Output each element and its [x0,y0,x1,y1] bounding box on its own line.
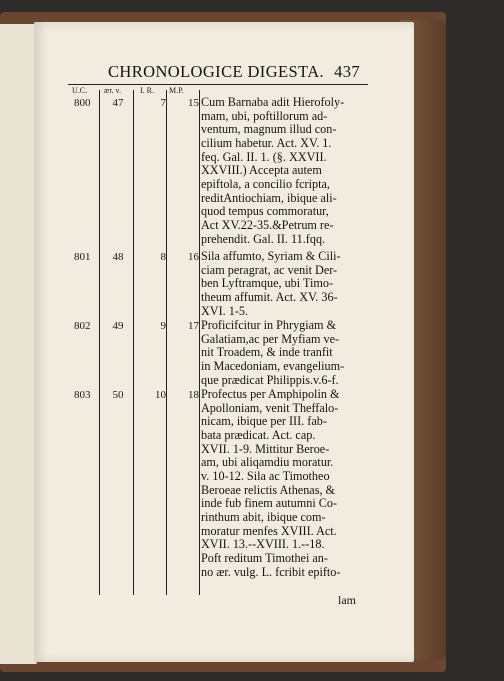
entry-line: Galatiam,ac per Myfiam ve- [201,331,340,346]
entry-line: prehendit. Gal. II. 11.fqq. [201,231,326,246]
left-page [0,24,37,664]
year-aer-vulg: 50 [112,389,124,401]
year-uc: 803 [74,389,91,401]
year-imperium-romanum: 8 [160,251,166,263]
entry-line: feq. Gal. II. 1. (§. XXVII. [201,149,327,164]
entry-line: mam, ubi, poftillorum ad- [201,108,328,123]
entry-line: Beroeae relictis Athenas, & [201,482,336,497]
year-imperium-romanum: 7 [160,97,166,109]
col-head-uc: U.C. [72,86,88,95]
year-missio-pauli: 15 [188,97,199,109]
entry-line: que prædicat Philippis.v.6-f. [201,372,339,387]
entry-line: rinthum abit, ibique com- [201,509,326,524]
entry-text [201,388,377,579]
entry-line: Sila affumto, Syriam & Cili- [201,249,341,263]
year-imperium-romanum: 9 [160,320,166,332]
entry-line: XVII. 13.--XVIII. 1.--18. [201,537,325,552]
year-missio-pauli: 18 [188,389,199,401]
entry-text [201,250,377,318]
entry-line: ciam peragrat, ac venit Der- [201,262,338,277]
entry-line: XVI. 1-5. [201,303,249,318]
column-rule [133,90,134,595]
year-aer-vulg: 48 [112,251,124,263]
year-missio-pauli: 16 [188,251,199,263]
entry-line: am, ubi aliqamdiu moratur. [201,455,334,470]
entry-line: XVII. 1-9. Mittitur Beroe- [201,441,330,456]
entry-line: moratur menfes XVIII. Act. [201,523,337,538]
catchword: lam [338,593,356,607]
col-head-mp: M.P. [169,86,184,95]
entry-line: epiftola, a concilio fcripta, [201,176,330,191]
year-uc: 802 [74,320,91,332]
entry-line: Act XV.22-35.&Petrum re- [201,217,334,232]
entry-line: nicam, ibique per III. fab- [201,414,327,429]
entry-line: Cum Barnaba adit Hierofoly- [201,95,345,109]
page-header [108,62,428,82]
year-uc: 800 [74,97,91,109]
entry-text [201,319,377,387]
year-missio-pauli: 17 [188,320,199,332]
column-rule [199,90,200,595]
entry-line: nit Troadem, & inde tranfit [201,345,333,360]
entry-line: in Macedoniam, evangelium- [201,358,345,373]
entry-line: Apolloniam, venit Theffalo- [201,400,339,415]
col-head-aer: ær. v. [104,86,122,95]
header-rule [68,84,368,85]
year-aer-vulg: 47 [112,97,124,109]
column-rule [166,90,167,595]
entry-line: cilium habetur. Act. XV. 1. [201,135,332,150]
entry-line: v. 10-12. Sila ac Timotheo [201,468,330,483]
entry-line: no ær. vulg. L. fcribit epifto- [201,564,341,579]
entry-line: theum affumit. Act. XV. 36- [201,289,338,304]
entry-line: Poft reditum Timothei an- [201,550,328,565]
entry-line: Proficifcitur in Phrygiam & [201,318,337,332]
running-title: CHRONOLOGICE DIGESTA. [108,62,325,81]
year-uc: 801 [74,251,91,263]
entry-line: ventum, magnum illud con- [201,122,337,137]
entry-line: reditAntiochiam, ibique ali- [201,190,337,205]
entry-line: bata prædicat. Act. cap. [201,427,316,442]
entry-text [201,96,377,246]
entry-line: XXVIII.) Accepta autem [201,163,322,178]
page-number: 437 [334,62,361,81]
entry-line: ben Lyftramque, ubi Timo- [201,276,334,291]
column-rule [99,90,100,595]
entry-line: Profectus per Amphipolin & [201,387,340,401]
col-head-ir: I. R. [140,86,154,95]
entry-line: inde fub finem autumni Co- [201,496,338,511]
entry-line: quod tempus commoratur, [201,204,329,219]
year-aer-vulg: 49 [112,320,124,332]
year-imperium-romanum: 10 [155,389,166,401]
